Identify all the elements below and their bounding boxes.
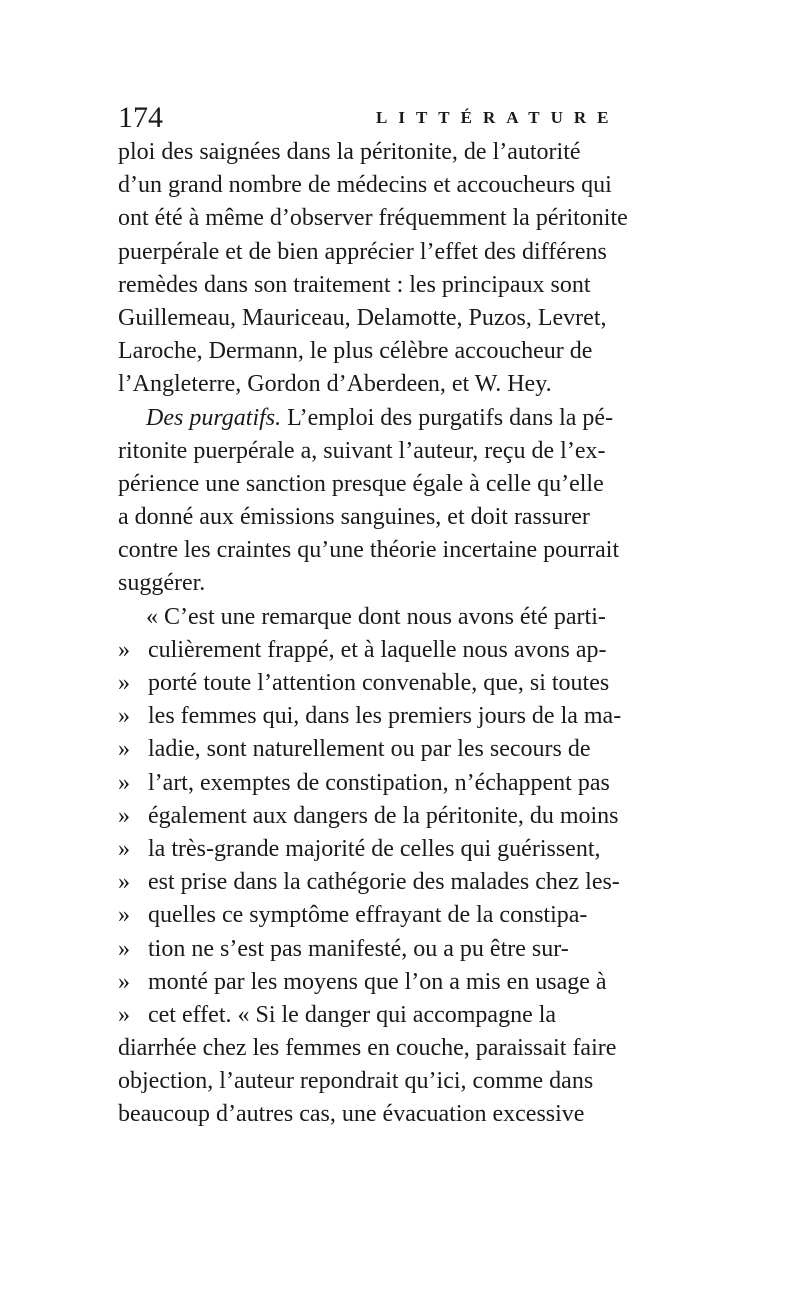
section-heading-italic: Des purgatifs. [146, 404, 282, 431]
quote-mark: » [118, 1001, 130, 1028]
quote-text: est prise dans la cathégorie des malades chez les- [148, 869, 620, 896]
quote-text: monté par les moyens que l’on a mis en usage à [148, 968, 607, 995]
text-line: l’Angleterre, Gordon d’Aberdeen, et W. Hey. [118, 371, 552, 398]
quote-line [118, 966, 688, 999]
text-line: ont été à même d’observer fréquemment la péritonite [118, 205, 628, 232]
text-line: suggérer. [118, 570, 206, 597]
quote-mark: » [118, 636, 130, 663]
quote-mark: » [118, 968, 130, 995]
quote-line [118, 899, 688, 932]
body-text [118, 136, 688, 1132]
quote-line [118, 667, 688, 700]
quote-line [118, 700, 688, 733]
text-line: beaucoup d’autres cas, une évacuation excessive [118, 1101, 585, 1128]
quote-text: ladie, sont naturellement ou par les secours de [148, 736, 591, 763]
text-line: d’un grand nombre de médecins et accoucheurs qui [118, 172, 612, 199]
quote-text: cet effet. « Si le danger qui accompagne la [148, 1001, 557, 1028]
quote-mark: » [118, 736, 130, 763]
quote-line [118, 933, 688, 966]
text-line: périence une sanction presque égale à celle qu’elle [118, 470, 604, 497]
quote-mark: » [118, 670, 130, 696]
quote-text: tion ne s’est pas manifesté, ou a pu être sur- [148, 935, 569, 962]
quote-line [118, 634, 688, 667]
text-line: a donné aux émissions sanguines, et doit rassurer [118, 504, 590, 531]
quote-mark: » [118, 935, 130, 962]
text-fragment: L’emploi des purgatifs dans la pé- [281, 404, 614, 431]
quote-line [118, 999, 688, 1032]
quote-mark: » [118, 769, 130, 796]
quote-mark: » [118, 902, 130, 929]
quote-text: l’art, exemptes de constipation, n’échappent pas [148, 769, 610, 796]
quote-mark: » [118, 703, 130, 730]
quote-line [118, 733, 688, 766]
text-line: Laroche, Dermann, le plus célèbre accoucheur de [118, 338, 593, 365]
quote-line [118, 833, 688, 866]
quote-text: culièrement frappé, et à laquelle nous avons ap- [148, 636, 607, 663]
text-line: contre les craintes qu’une théorie incertaine pourrait [118, 537, 620, 564]
quote-text: les femmes qui, dans les premiers jours de la ma- [148, 703, 622, 730]
page-number: 174 [118, 101, 163, 134]
quote-text: quelles ce symptôme effrayant de la constipa- [148, 902, 588, 929]
quote-text: la très-grande majorité de celles qui guérissent, [148, 835, 601, 862]
text-line: diarrhée chez les femmes en couche, paraissait faire [118, 1035, 617, 1062]
quote-text: porté toute l’attention convenable, que, si toutes [148, 670, 610, 696]
text-line: puerpérale et de bien apprécier l’effet des différens [118, 238, 607, 265]
quote-mark: » [118, 835, 130, 862]
text-line: objection, l’auteur repondrait qu’ici, comme dans [118, 1068, 594, 1095]
paragraph-start [118, 402, 688, 435]
text-line: remèdes dans son traitement : les principaux sont [118, 271, 591, 298]
quote-line [118, 866, 688, 899]
quote-mark: » [118, 869, 130, 896]
running-head: LITTÉRATURE [376, 108, 620, 127]
quote-text: également aux dangers de la péritonite, du moins [148, 802, 619, 829]
page-header [118, 96, 688, 140]
text-line: ritonite puerpérale a, suivant l’auteur, reçu de l’ex- [118, 437, 606, 464]
text-line: ploi des saignées dans la péritonite, de l’autorité [118, 139, 581, 165]
quote-opening: « C’est une remarque dont nous avons été parti- [146, 603, 606, 630]
quote-line [118, 767, 688, 800]
quote-mark: » [118, 802, 130, 829]
quote-line [118, 800, 688, 833]
text-line: Guillemeau, Mauriceau, Delamotte, Puzos, Levret, [118, 304, 607, 331]
